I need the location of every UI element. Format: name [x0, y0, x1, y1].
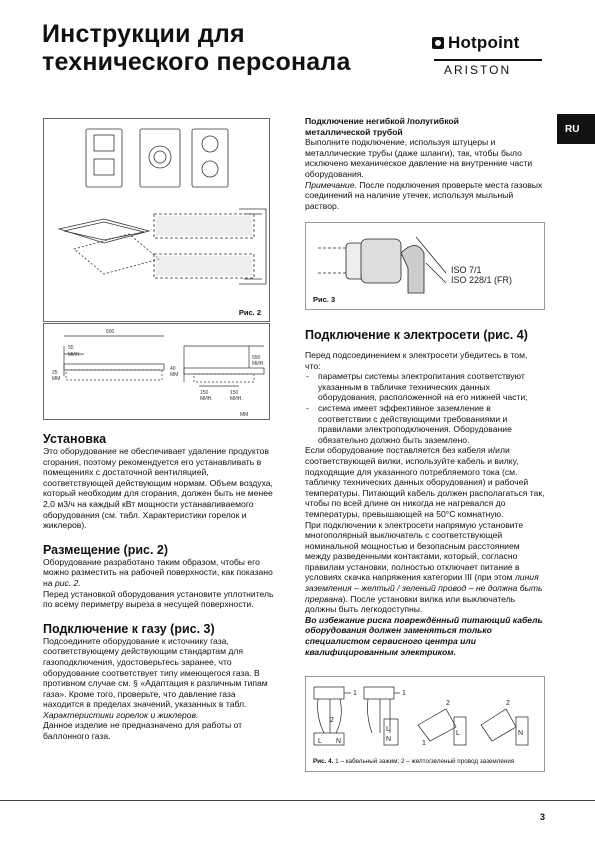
- elec-warning: Во избежание риска повреждённый питающий кабель оборудования должен заменяться только специалистом сервисного центра или квалифицированным электриком.: [305, 614, 543, 657]
- figure-3-caption: Рис. 3: [313, 295, 336, 304]
- dim-550: 550: [252, 355, 261, 361]
- fig4-L-3: L: [456, 730, 460, 737]
- page-title: [42, 20, 422, 76]
- flex-note: [305, 180, 545, 212]
- fig4-label-1c: 1: [422, 740, 426, 747]
- figure-4: [305, 676, 545, 772]
- page-number: 3: [540, 812, 546, 822]
- elec-text-3-a: При подключении к электросети напрямую установите многополярный выключатель с соответствующей номинальной мощностью и безопасным расстоянием между разведенными контактами, который, согласно правилам установки, полностью отключает питание в условиях скачка напряжения категории III (при этом: [305, 519, 524, 583]
- flex-heading-line-2: металлической трубой: [305, 126, 403, 137]
- dim-40: 40: [170, 366, 176, 372]
- placement-text-1-italic: рис. 2.: [54, 577, 81, 588]
- figure-4-caption-label: Рис. 4.: [313, 758, 334, 765]
- fig4-label-2b: 2: [446, 700, 450, 707]
- elec-text-3-italic: линия заземления – желтый / зеленый провод – не должна быть прервана: [305, 572, 543, 604]
- left-column: [43, 432, 275, 742]
- title-line-1: Инструкции для: [42, 20, 245, 48]
- dim-150-a-unit: МИН.: [200, 396, 213, 402]
- placement-heading: Размещение (рис. 2): [43, 542, 169, 557]
- elec-item-1: - параметры системы электропитания соответствуют указанным в табличке технических данных оборудования, расположенной на его нижней части;: [305, 371, 545, 403]
- figure-4-caption: [313, 758, 514, 765]
- wiring-diagram-icon: [306, 677, 544, 755]
- dim-25-unit: ММ: [52, 376, 61, 382]
- dim-25: 25: [52, 370, 58, 376]
- figure-4-caption-text: 1 – кабельный зажим; 2 – желто/зеленый провод заземления: [335, 758, 515, 765]
- installation-text: Это оборудование не обеспечивает удаление продуктов сгорания, поэтому рекомендуется его устанавливать в помещениях с достаточной вентиляцией, соответствующей действующим нормам. Объем воздуха, который необходим для сгорания, должен быть не менее 2,0 м3/ч на каждый кВт мощности устанавливаемого оборудования (см. табл. Характеристики горелок и жиклеров).: [43, 446, 273, 531]
- flex-note-text: После подключения проверьте места газовых соединений на наличие утечек, используя мыльный раствор.: [305, 179, 543, 211]
- gas-heading: Подключение к газу (рис. 3): [43, 621, 215, 636]
- dim-150-b: 150: [230, 390, 239, 396]
- figure-3: [305, 222, 545, 310]
- elec-heading: Подключение к электросети (рис. 4): [305, 328, 528, 342]
- flex-pipe-section: [305, 116, 545, 211]
- figure-2-top: [43, 118, 270, 322]
- brand-logo: [432, 33, 552, 77]
- elec-list: [305, 371, 545, 445]
- placement-text-2: Перед установкой оборудования установите уплотнитель по всему периметру выреза в несущей поверхности.: [43, 588, 274, 610]
- gas-text: Подсоедините оборудование к источнику газа, соответствующему действующим стандартам для газоподключения, удостоверьтесь заранее, что оборудование соответствует типу имеющегося газа. В противном случае см. § «Адаптация к различным типам газа». Кроме того, проверьте, что давление газа находится в пределах значений, указанных в табл.: [43, 635, 268, 710]
- dim-150-a: 150: [200, 390, 209, 396]
- fig4-label-2a: 2: [330, 717, 334, 724]
- electrical-section: [305, 328, 545, 657]
- elec-intro: Перед подсоединением к электросети убедитесь в том, что:: [305, 350, 528, 371]
- fig4-N-3: N: [518, 730, 524, 737]
- dim-55-unit: МИН.: [68, 352, 81, 358]
- flex-heading: [305, 116, 545, 137]
- dim-mm: ММ: [240, 412, 249, 418]
- figure-2-dimensions: [43, 323, 270, 420]
- flex-text: Выполните подключение, используя штуцеры и металлические трубы (даже шланги), так, чтобы было исключено механическое давление на внутренние части оборудования.: [305, 137, 533, 179]
- dim-150-b-unit: МИН.: [230, 396, 243, 402]
- fig4-label-1a: 1: [353, 690, 357, 697]
- brand-name: Hotpoint: [448, 33, 520, 52]
- language-tab: RU: [557, 114, 595, 144]
- iso-label-1: ISO 7/1: [451, 265, 482, 275]
- dim-40-unit: ММ: [170, 372, 179, 378]
- dim-55: 55: [68, 345, 74, 351]
- title-line-2: технического персонала: [42, 48, 351, 76]
- gas-text-italic: Характеристики горелок и жиклеров.: [43, 709, 199, 720]
- hotpoint-logo-icon: [432, 37, 444, 49]
- fig4-label-2c: 2: [506, 700, 510, 707]
- footer-divider: [0, 800, 595, 801]
- dimension-drawing-icon: [44, 324, 269, 419]
- placement-text-1: Оборудование разработано таким образом, чтобы его можно разместить на рабочей поверхности, как показано на: [43, 556, 273, 588]
- hob-install-drawing-icon: [44, 119, 269, 321]
- elec-text-3-b: ). После установки вилка или выключатель должны быть легкодоступны.: [305, 593, 516, 615]
- elec-text-2: Если оборудование поставляется без кабеля и/или соответствующей вилки, используйте кабель и вилку, подходящие для указанного потребляемого тока (см. табличку технических данных оборудования) и рабочей температуры. Питающий кабель должен располагаться так, чтобы по всей длине он никогда не нагревался до температуры, превышающей на 50°C комнатную.: [305, 445, 545, 519]
- flex-note-label: Примечание.: [305, 179, 357, 190]
- iso-labels: [451, 265, 512, 285]
- fig4-label-1b: 1: [402, 690, 406, 697]
- figure-2-caption: Рис. 2: [238, 308, 261, 317]
- gas-paragraph: [43, 636, 275, 721]
- dim-550-unit: МИН.: [252, 361, 265, 367]
- flex-heading-line-1: Подключение негибкой /полугибкой: [305, 116, 459, 126]
- dim-600: 600: [106, 329, 115, 335]
- iso-label-2: ISO 228/1 (FR): [451, 275, 513, 285]
- installation-heading: Установка: [43, 432, 107, 446]
- brand-sub: ARISTON: [444, 63, 512, 77]
- gas-text-2: Данное изделие не предназначено для работы от баллонного газа.: [43, 720, 243, 742]
- fig4-L-2: L: [386, 726, 390, 733]
- fig4-L-1: L: [318, 738, 322, 745]
- brand-divider: [434, 59, 542, 61]
- fig4-N-2: N: [386, 736, 392, 743]
- fig4-N-1: N: [336, 738, 342, 745]
- placement-paragraph-1: [43, 557, 275, 589]
- elec-item-2: - система имеет эффективное заземление в соответствии с действующими требованиями и правилами электроподключения. Оборудование обязательно должно быть заземлено.: [305, 403, 545, 445]
- elec-paragraph-3: [305, 520, 545, 615]
